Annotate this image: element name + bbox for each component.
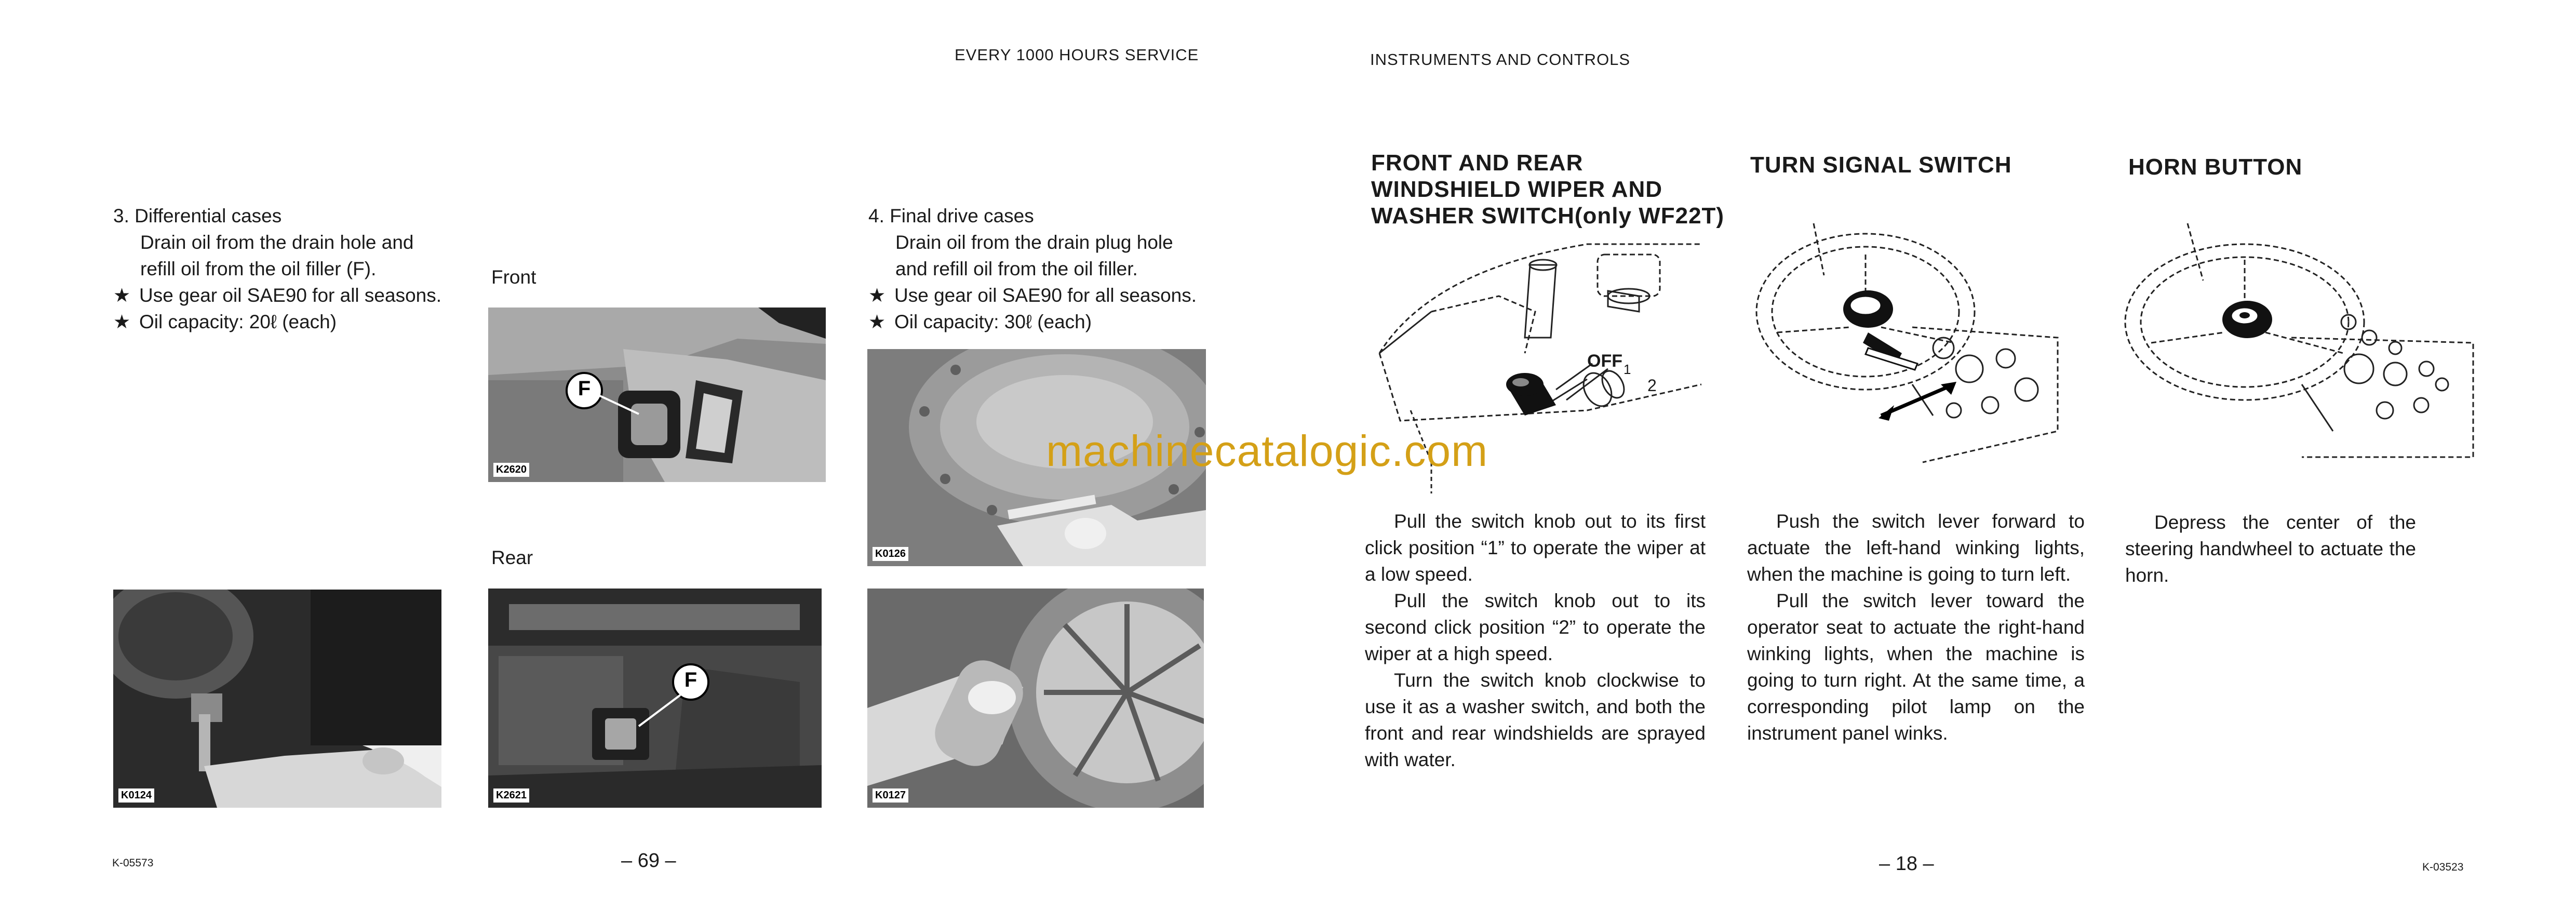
photo-tag: K0126: [873, 547, 908, 561]
photo-k2620: [488, 308, 826, 482]
star-icon: ★: [113, 285, 131, 306]
right-page-number: – 18 –: [1879, 853, 1934, 875]
turn-signal-figure: [1746, 213, 2068, 473]
wiper-paragraph-1: Pull the switch knob out to its first click position “1” to operate the wiper at a low speed.: [1365, 511, 1706, 585]
photo-k0127: [867, 589, 1204, 808]
wiper-heading-line: WINDSHIELD WIPER AND: [1371, 177, 1663, 202]
item4-title: 4. Final drive cases: [868, 205, 1034, 226]
item4-block: [868, 203, 1211, 335]
wiper-heading-line: FRONT AND REAR: [1371, 150, 1584, 176]
photo-k2621: [488, 589, 822, 808]
wiper-paragraph-2: Pull the switch knob out to its second click position “2” to operate the wiper at a high speed.: [1365, 590, 1706, 664]
item3-bullet1: Use gear oil SAE90 for all seasons.: [139, 285, 442, 306]
item3-block: [113, 203, 456, 335]
photo-tag: K2621: [493, 788, 529, 803]
callout-f: F: [684, 669, 697, 691]
left-doc-code: K-05573: [112, 857, 154, 869]
watermark-text: machinecatalogic.com: [1046, 426, 1488, 475]
item3-title: 3. Differential cases: [113, 205, 282, 226]
horn-text: [2125, 509, 2416, 589]
wiper-text: [1365, 508, 1706, 773]
item4-line1: Drain oil from the drain plug hole: [895, 232, 1173, 253]
callout-f: F: [578, 377, 591, 400]
figure-label-2: 2: [1647, 376, 1657, 395]
photo-tag: K2620: [493, 463, 529, 477]
item3-bullet2: Oil capacity: 20ℓ (each): [139, 311, 337, 332]
turn-paragraph-1: Push the switch lever forward to actuate the left-hand winking lights, when the machine is going to turn left.: [1747, 511, 2085, 585]
wiper-heading: [1371, 150, 1724, 229]
star-icon: ★: [113, 311, 131, 332]
item4-bullet2: Oil capacity: 30ℓ (each): [894, 311, 1092, 332]
star-icon: ★: [868, 285, 886, 306]
figure-label-1: 1: [1624, 362, 1631, 377]
photo-tag: K0124: [118, 788, 154, 803]
horn-paragraph-1: Depress the center of the steering handwheel to actuate the horn.: [2125, 512, 2416, 586]
right-page-header: INSTRUMENTS AND CONTROLS: [1370, 50, 1631, 69]
item4-line2: and refill oil from the oil filler.: [895, 258, 1138, 279]
star-icon: ★: [868, 311, 886, 332]
right-doc-code: K-03523: [2422, 861, 2464, 873]
figure-label-off: OFF: [1587, 351, 1622, 371]
left-page-header: EVERY 1000 HOURS SERVICE: [955, 46, 1199, 64]
label-front: Front: [491, 266, 536, 288]
label-rear: Rear: [491, 547, 533, 568]
item3-line1: Drain oil from the drain hole and: [140, 232, 414, 253]
turn-signal-text: [1747, 508, 2085, 746]
photo-k0124: [113, 590, 441, 808]
turn-signal-heading: TURN SIGNAL SWITCH: [1750, 152, 2012, 178]
horn-figure: [2115, 213, 2478, 473]
horn-heading: HORN BUTTON: [2128, 154, 2303, 180]
turn-paragraph-2: Pull the switch lever toward the operator seat to actuate the right-hand winking lights, when the machine is going to turn right. At the same time, a corresponding pilot lamp on the instrument panel winks.: [1747, 590, 2085, 744]
item4-bullet1: Use gear oil SAE90 for all seasons.: [894, 285, 1197, 306]
item3-line2: refill oil from the oil filler (F).: [140, 258, 377, 279]
wiper-heading-line: WASHER SWITCH(only WF22T): [1371, 203, 1725, 229]
left-page-number: – 69 –: [621, 850, 676, 872]
photo-tag: K0127: [873, 788, 908, 803]
wiper-paragraph-3: Turn the switch knob clockwise to use it as a washer switch, and both the front and rear windshields are sprayed with water.: [1365, 670, 1706, 770]
